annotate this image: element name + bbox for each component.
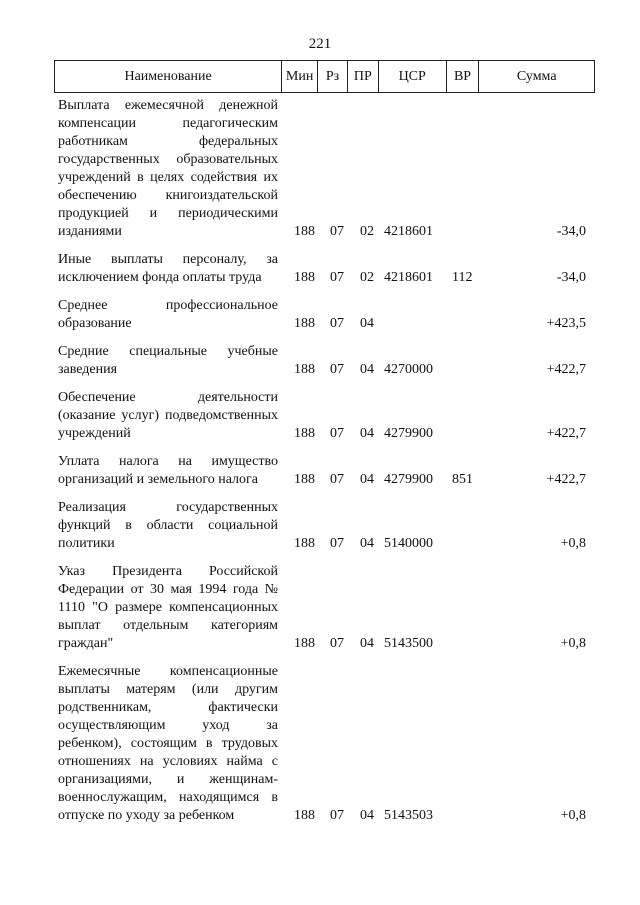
row-name: Ежемесячные компенсационные выплаты матерям (или другим родственникам, фактически осуществляющим уход за ребенком), состоящим в трудовых отношениях на условиях найма с организациями, и женщинам-военнослужащим, находящимся в отпуске по уходу за ребенком (58, 664, 278, 823)
header-pr: ПР (348, 61, 379, 92)
table-row (58, 97, 598, 241)
header-vr: ВР (447, 61, 480, 92)
row-sum: -34,0 (556, 224, 586, 239)
row-min: 188 (294, 808, 315, 823)
row-min: 188 (294, 270, 315, 285)
row-sum: +423,5 (546, 316, 586, 331)
row-codes (58, 315, 598, 333)
row-csr: 5143503 (384, 808, 433, 823)
row-csr: 4270000 (384, 362, 433, 377)
row-min: 188 (294, 224, 315, 239)
row-name: Выплата ежемесячной денежной компенсации педагогическим работникам федеральных государственных образовательных учреждений в целях содействия их обеспечению книгоиздательской продукцией и периодическими изданиями (58, 98, 278, 239)
row-name: Уплата налога на имущество организаций и земельного налога (58, 454, 278, 487)
row-rz: 07 (330, 224, 344, 239)
row-rz: 07 (330, 536, 344, 551)
row-min: 188 (294, 426, 315, 441)
row-csr: 4218601 (384, 270, 433, 285)
header-rz: Рз (318, 61, 348, 92)
row-pr: 04 (360, 636, 374, 651)
row-codes (58, 223, 598, 241)
row-rz: 07 (330, 316, 344, 331)
table-row (58, 251, 598, 287)
row-codes (58, 635, 598, 653)
row-sum: +422,7 (546, 362, 586, 377)
row-rz: 07 (330, 472, 344, 487)
row-rz: 07 (330, 426, 344, 441)
table-row (58, 663, 598, 825)
row-pr: 04 (360, 536, 374, 551)
table-row (58, 453, 598, 489)
table-row (58, 389, 598, 443)
row-name: Реализация государственных функций в области социальной политики (58, 500, 278, 551)
row-pr: 02 (360, 224, 374, 239)
row-vr: 851 (452, 472, 473, 487)
row-min: 188 (294, 316, 315, 331)
row-name: Средние специальные учебные заведения (58, 344, 278, 377)
row-min: 188 (294, 362, 315, 377)
header-csr: ЦСР (379, 61, 447, 92)
row-rz: 07 (330, 270, 344, 285)
row-sum: -34,0 (556, 270, 586, 285)
header-min: Мин (282, 61, 318, 92)
row-name: Иные выплаты персоналу, за исключением фонда оплаты труда (58, 252, 278, 285)
row-sum: +422,7 (546, 426, 586, 441)
row-rz: 07 (330, 808, 344, 823)
table-row (58, 499, 598, 553)
header-sum: Сумма (516, 68, 557, 84)
row-vr: 112 (452, 270, 473, 285)
row-codes (58, 269, 598, 287)
row-pr: 04 (360, 808, 374, 823)
row-csr: 4279900 (384, 472, 433, 487)
row-csr: 5140000 (384, 536, 433, 551)
row-csr: 4218601 (384, 224, 433, 239)
row-name: Указ Президента Российской Федерации от 30 мая 1994 года № 1110 "О размере компенсационных выплат отдельным категориям граждан" (58, 564, 278, 651)
table-row (58, 563, 598, 653)
row-rz: 07 (330, 362, 344, 377)
row-codes (58, 361, 598, 379)
row-codes (58, 807, 598, 825)
table-body (58, 97, 598, 835)
row-pr: 04 (360, 472, 374, 487)
row-min: 188 (294, 536, 315, 551)
header-name: Наименование (55, 61, 282, 92)
row-pr: 04 (360, 426, 374, 441)
row-sum: +0,8 (560, 636, 586, 651)
row-rz: 07 (330, 636, 344, 651)
row-pr: 02 (360, 270, 374, 285)
row-pr: 04 (360, 362, 374, 377)
row-codes (58, 471, 598, 489)
row-codes (58, 425, 598, 443)
row-name: Обеспечение деятельности (оказание услуг) подведомственных учреждений (58, 390, 278, 441)
row-sum: +0,8 (560, 536, 586, 551)
row-csr: 5143500 (384, 636, 433, 651)
row-name: Среднее профессиональное образование (58, 298, 278, 331)
table-row (58, 343, 598, 379)
row-sum: +0,8 (560, 808, 586, 823)
row-codes (58, 535, 598, 553)
row-pr: 04 (360, 316, 374, 331)
row-min: 188 (294, 636, 315, 651)
row-min: 188 (294, 472, 315, 487)
table-row (58, 297, 598, 333)
row-sum: +422,7 (546, 472, 586, 487)
page-number: 221 (308, 36, 332, 52)
row-csr: 4279900 (384, 426, 433, 441)
table-header (54, 60, 595, 93)
